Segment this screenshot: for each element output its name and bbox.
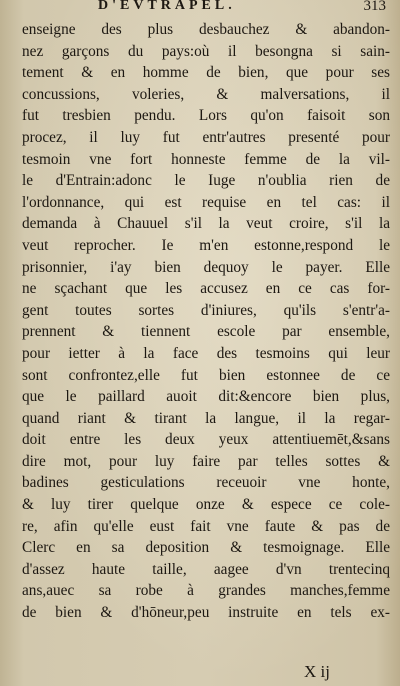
text-line: dire mot, pour luy faire par telles sottes & [22, 452, 390, 470]
text-line: l'ordonnance, qui est requise en tel cas: il [22, 193, 390, 211]
text-line: enseigne des plus desbauchez & abandon- [22, 21, 390, 38]
text-line: Clerc en sa deposition & tesmoignage. Elle [22, 539, 390, 557]
text-line: de bien & d'hōneur,peu instruite en tels ex- [22, 604, 390, 622]
text-line: procez, il luy fut entr'autres presenté pour [22, 128, 390, 146]
text-line: badines gesticulations receuoir vne honte, [22, 474, 390, 492]
text-line: prisonnier, i'ay bien dequoy le payer. Elle [22, 258, 390, 276]
text-line: concussions, voleries, & malversations, il [22, 85, 390, 103]
text-line: demanda à Chauuel s'il la veut croire, s'il la [22, 215, 390, 233]
text-line: doit entre les deux yeux attentiuemēt,&sans [22, 431, 390, 449]
text-line: sont confrontez,elle fut bien estonnee de ce [22, 366, 390, 384]
text-line: re, afin qu'elle eust fait vne faute & pas de [22, 517, 390, 535]
text-line: fut tresbien pendu. Lors qu'on faisoit son [22, 107, 390, 125]
text-line: gent toutes sortes d'iniures, qu'ils s'entr'a- [22, 301, 390, 319]
page-number: 313 [363, 0, 386, 14]
text-line: ne sçachant que les accusez en ce cas for- [22, 280, 390, 298]
signature-mark: X ij [304, 662, 330, 681]
text-line: tesmoin vne fort honneste femme de la vil- [22, 150, 390, 168]
text-line: & luy tirer quelque onze & espece ce cole- [22, 496, 390, 514]
text-line: quand riant & tirant la langue, il la regar- [22, 409, 390, 427]
text-line: veut reprocher. Ie m'en estonne,respond le [22, 236, 390, 254]
text-line: nez garçons du pays:où il besongna si sain- [22, 42, 390, 60]
running-head: D'EVTRAPEL. [98, 0, 236, 13]
text-line: que le paillard auoit dit:&encore bien plus, [22, 388, 390, 406]
page-header [0, 0, 400, 20]
text-line: prennent & tiennent escole par ensemble, [22, 323, 390, 341]
body-text [22, 19, 390, 624]
text-line: tement & en homme de bien, que pour ses [22, 64, 390, 82]
text-line: pour ietter à la face des tesmoins qui leur [22, 344, 390, 362]
text-line: le d'Entrain:adonc le Iuge n'oublia rien de [22, 172, 390, 190]
text-line: d'assez haute taille, aagee d'vn trentecinq [22, 560, 390, 578]
text-line: ans,auec sa robe à grandes manches,femme [22, 582, 390, 600]
